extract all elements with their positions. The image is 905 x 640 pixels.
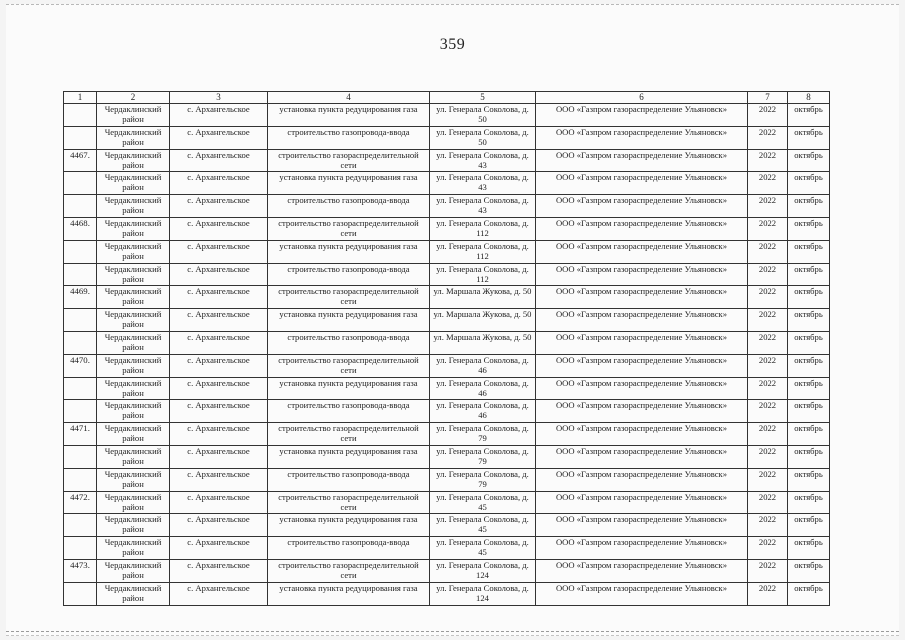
month-cell: октябрь [788, 491, 830, 514]
month-cell: октябрь [788, 377, 830, 400]
year-cell: 2022 [748, 172, 788, 195]
district-cell: Чердаклинский район [97, 559, 170, 582]
row-number: 4470. [64, 354, 97, 377]
month-cell: октябрь [788, 286, 830, 309]
district-cell: Чердаклинский район [97, 582, 170, 605]
year-cell: 2022 [748, 354, 788, 377]
district-cell: Чердаклинский район [97, 354, 170, 377]
work-type-cell: строительство газораспределительной сети [268, 423, 430, 446]
work-type-cell: строительство газопровода-ввода [268, 400, 430, 423]
table-row [64, 445, 830, 468]
organization-cell: ООО «Газпром газораспределение Ульяновск» [536, 149, 748, 172]
page-number: 359 [439, 36, 466, 53]
year-cell: 2022 [748, 377, 788, 400]
district-cell: Чердаклинский район [97, 400, 170, 423]
row-number [64, 445, 97, 468]
address-cell: ул. Генерала Соколова, д. 43 [430, 195, 536, 218]
address-cell: ул. Генерала Соколова, д. 45 [430, 514, 536, 537]
work-type-cell: строительство газораспределительной сети [268, 491, 430, 514]
column-header: 4 [268, 92, 430, 104]
year-cell: 2022 [748, 195, 788, 218]
organization-cell: ООО «Газпром газораспределение Ульяновск» [536, 286, 748, 309]
district-cell: Чердаклинский район [97, 445, 170, 468]
year-cell: 2022 [748, 423, 788, 446]
column-header: 7 [748, 92, 788, 104]
work-type-cell: установка пункта редуцирования газа [268, 104, 430, 127]
row-number: 4468. [64, 217, 97, 240]
month-cell: октябрь [788, 559, 830, 582]
table-row [64, 514, 830, 537]
work-type-cell: строительство газопровода-ввода [268, 126, 430, 149]
table-row [64, 423, 830, 446]
month-cell: октябрь [788, 423, 830, 446]
district-cell: Чердаклинский район [97, 240, 170, 263]
row-number [64, 104, 97, 127]
village-cell: с. Архангельское [170, 172, 268, 195]
table-row [64, 537, 830, 560]
work-type-cell: установка пункта редуцирования газа [268, 240, 430, 263]
month-cell: октябрь [788, 354, 830, 377]
village-cell: с. Архангельское [170, 537, 268, 560]
table-row [64, 217, 830, 240]
row-number [64, 514, 97, 537]
table-row [64, 559, 830, 582]
work-type-cell: установка пункта редуцирования газа [268, 377, 430, 400]
district-cell: Чердаклинский район [97, 286, 170, 309]
district-cell: Чердаклинский район [97, 514, 170, 537]
district-cell: Чердаклинский район [97, 423, 170, 446]
village-cell: с. Архангельское [170, 491, 268, 514]
work-type-cell: установка пункта редуцирования газа [268, 582, 430, 605]
month-cell: октябрь [788, 309, 830, 332]
year-cell: 2022 [748, 126, 788, 149]
work-type-cell: строительство газопровода-ввода [268, 263, 430, 286]
organization-cell: ООО «Газпром газораспределение Ульяновск» [536, 423, 748, 446]
work-type-cell: строительство газораспределительной сети [268, 149, 430, 172]
organization-cell: ООО «Газпром газораспределение Ульяновск» [536, 491, 748, 514]
address-cell: ул. Генерала Соколова, д. 79 [430, 468, 536, 491]
row-number [64, 377, 97, 400]
address-cell: ул. Генерала Соколова, д. 79 [430, 445, 536, 468]
district-cell: Чердаклинский район [97, 331, 170, 354]
row-number [64, 400, 97, 423]
organization-cell: ООО «Газпром газораспределение Ульяновск» [536, 263, 748, 286]
row-number: 4473. [64, 559, 97, 582]
village-cell: с. Архангельское [170, 104, 268, 127]
organization-cell: ООО «Газпром газораспределение Ульяновск» [536, 309, 748, 332]
address-cell: ул. Генерала Соколова, д. 46 [430, 400, 536, 423]
row-number [64, 582, 97, 605]
table-header-row [64, 92, 830, 104]
village-cell: с. Архангельское [170, 400, 268, 423]
month-cell: октябрь [788, 149, 830, 172]
table-row [64, 468, 830, 491]
row-number: 4471. [64, 423, 97, 446]
village-cell: с. Архангельское [170, 377, 268, 400]
year-cell: 2022 [748, 240, 788, 263]
address-cell: ул. Генерала Соколова, д. 46 [430, 354, 536, 377]
row-number [64, 331, 97, 354]
register-table [63, 91, 830, 606]
district-cell: Чердаклинский район [97, 172, 170, 195]
village-cell: с. Архангельское [170, 309, 268, 332]
organization-cell: ООО «Газпром газораспределение Ульяновск» [536, 468, 748, 491]
year-cell: 2022 [748, 286, 788, 309]
row-number [64, 309, 97, 332]
village-cell: с. Архангельское [170, 445, 268, 468]
year-cell: 2022 [748, 104, 788, 127]
village-cell: с. Архангельское [170, 559, 268, 582]
village-cell: с. Архангельское [170, 331, 268, 354]
table-body [64, 104, 830, 606]
district-cell: Чердаклинский район [97, 537, 170, 560]
year-cell: 2022 [748, 514, 788, 537]
table-row [64, 354, 830, 377]
address-cell: ул. Маршала Жукова, д. 50 [430, 309, 536, 332]
row-number: 4469. [64, 286, 97, 309]
work-type-cell: установка пункта редуцирования газа [268, 445, 430, 468]
organization-cell: ООО «Газпром газораспределение Ульяновск» [536, 354, 748, 377]
work-type-cell: строительство газопровода-ввода [268, 331, 430, 354]
address-cell: ул. Генерала Соколова, д. 50 [430, 126, 536, 149]
month-cell: октябрь [788, 172, 830, 195]
village-cell: с. Архангельское [170, 149, 268, 172]
month-cell: октябрь [788, 582, 830, 605]
organization-cell: ООО «Газпром газораспределение Ульяновск» [536, 104, 748, 127]
column-header: 6 [536, 92, 748, 104]
table-row [64, 126, 830, 149]
address-cell: ул. Генерала Соколова, д. 45 [430, 537, 536, 560]
address-cell: ул. Генерала Соколова, д. 112 [430, 217, 536, 240]
row-number: 4472. [64, 491, 97, 514]
row-number [64, 172, 97, 195]
table-row [64, 149, 830, 172]
district-cell: Чердаклинский район [97, 126, 170, 149]
row-number: 4467. [64, 149, 97, 172]
month-cell: октябрь [788, 217, 830, 240]
month-cell: октябрь [788, 331, 830, 354]
organization-cell: ООО «Газпром газораспределение Ульяновск» [536, 445, 748, 468]
row-number [64, 240, 97, 263]
work-type-cell: строительство газораспределительной сети [268, 354, 430, 377]
organization-cell: ООО «Газпром газораспределение Ульяновск» [536, 582, 748, 605]
column-header: 3 [170, 92, 268, 104]
organization-cell: ООО «Газпром газораспределение Ульяновск» [536, 377, 748, 400]
address-cell: ул. Генерала Соколова, д. 112 [430, 240, 536, 263]
row-number [64, 263, 97, 286]
table-row [64, 309, 830, 332]
row-number [64, 195, 97, 218]
organization-cell: ООО «Газпром газораспределение Ульяновск» [536, 514, 748, 537]
table-row [64, 377, 830, 400]
work-type-cell: строительство газораспределительной сети [268, 559, 430, 582]
month-cell: октябрь [788, 468, 830, 491]
work-type-cell: строительство газораспределительной сети [268, 217, 430, 240]
month-cell: октябрь [788, 195, 830, 218]
table-row [64, 286, 830, 309]
year-cell: 2022 [748, 149, 788, 172]
organization-cell: ООО «Газпром газораспределение Ульяновск» [536, 240, 748, 263]
address-cell: ул. Маршала Жукова, д. 50 [430, 331, 536, 354]
month-cell: октябрь [788, 514, 830, 537]
district-cell: Чердаклинский район [97, 309, 170, 332]
year-cell: 2022 [748, 445, 788, 468]
village-cell: с. Архангельское [170, 423, 268, 446]
address-cell: ул. Маршала Жукова, д. 50 [430, 286, 536, 309]
work-type-cell: строительство газопровода-ввода [268, 195, 430, 218]
village-cell: с. Архангельское [170, 240, 268, 263]
organization-cell: ООО «Газпром газораспределение Ульяновск» [536, 126, 748, 149]
year-cell: 2022 [748, 309, 788, 332]
village-cell: с. Архангельское [170, 217, 268, 240]
row-number [64, 126, 97, 149]
year-cell: 2022 [748, 263, 788, 286]
column-header: 1 [64, 92, 97, 104]
month-cell: октябрь [788, 240, 830, 263]
address-cell: ул. Генерала Соколова, д. 112 [430, 263, 536, 286]
year-cell: 2022 [748, 537, 788, 560]
district-cell: Чердаклинский район [97, 149, 170, 172]
address-cell: ул. Генерала Соколова, д. 45 [430, 491, 536, 514]
table-row [64, 263, 830, 286]
organization-cell: ООО «Газпром газораспределение Ульяновск» [536, 331, 748, 354]
village-cell: с. Архангельское [170, 354, 268, 377]
month-cell: октябрь [788, 445, 830, 468]
address-cell: ул. Генерала Соколова, д. 124 [430, 582, 536, 605]
village-cell: с. Архангельское [170, 195, 268, 218]
year-cell: 2022 [748, 331, 788, 354]
work-type-cell: установка пункта редуцирования газа [268, 172, 430, 195]
year-cell: 2022 [748, 400, 788, 423]
month-cell: октябрь [788, 400, 830, 423]
address-cell: ул. Генерала Соколова, д. 50 [430, 104, 536, 127]
village-cell: с. Архангельское [170, 263, 268, 286]
district-cell: Чердаклинский район [97, 217, 170, 240]
district-cell: Чердаклинский район [97, 491, 170, 514]
district-cell: Чердаклинский район [97, 263, 170, 286]
village-cell: с. Архангельское [170, 582, 268, 605]
month-cell: октябрь [788, 263, 830, 286]
address-cell: ул. Генерала Соколова, д. 124 [430, 559, 536, 582]
work-type-cell: установка пункта редуцирования газа [268, 309, 430, 332]
village-cell: с. Архангельское [170, 126, 268, 149]
organization-cell: ООО «Газпром газораспределение Ульяновск» [536, 217, 748, 240]
year-cell: 2022 [748, 491, 788, 514]
work-type-cell: строительство газопровода-ввода [268, 468, 430, 491]
table-row [64, 172, 830, 195]
work-type-cell: строительство газораспределительной сети [268, 286, 430, 309]
year-cell: 2022 [748, 559, 788, 582]
column-header: 2 [97, 92, 170, 104]
village-cell: с. Архангельское [170, 514, 268, 537]
address-cell: ул. Генерала Соколова, д. 43 [430, 172, 536, 195]
village-cell: с. Архангельское [170, 286, 268, 309]
organization-cell: ООО «Газпром газораспределение Ульяновск» [536, 559, 748, 582]
organization-cell: ООО «Газпром газораспределение Ульяновск» [536, 537, 748, 560]
table-row [64, 104, 830, 127]
organization-cell: ООО «Газпром газораспределение Ульяновск» [536, 195, 748, 218]
district-cell: Чердаклинский район [97, 377, 170, 400]
address-cell: ул. Генерала Соколова, д. 79 [430, 423, 536, 446]
district-cell: Чердаклинский район [97, 104, 170, 127]
month-cell: октябрь [788, 537, 830, 560]
table-row [64, 491, 830, 514]
column-header: 8 [788, 92, 830, 104]
district-cell: Чердаклинский район [97, 468, 170, 491]
year-cell: 2022 [748, 468, 788, 491]
village-cell: с. Архангельское [170, 468, 268, 491]
month-cell: октябрь [788, 126, 830, 149]
year-cell: 2022 [748, 582, 788, 605]
month-cell: октябрь [788, 104, 830, 127]
column-header: 5 [430, 92, 536, 104]
organization-cell: ООО «Газпром газораспределение Ульяновск» [536, 400, 748, 423]
table-row [64, 331, 830, 354]
table-row [64, 582, 830, 605]
district-cell: Чердаклинский район [97, 195, 170, 218]
organization-cell: ООО «Газпром газораспределение Ульяновск» [536, 172, 748, 195]
work-type-cell: строительство газопровода-ввода [268, 537, 430, 560]
table-row [64, 400, 830, 423]
table-row [64, 240, 830, 263]
address-cell: ул. Генерала Соколова, д. 46 [430, 377, 536, 400]
row-number [64, 468, 97, 491]
work-type-cell: установка пункта редуцирования газа [268, 514, 430, 537]
table-row [64, 195, 830, 218]
year-cell: 2022 [748, 217, 788, 240]
address-cell: ул. Генерала Соколова, д. 43 [430, 149, 536, 172]
row-number [64, 537, 97, 560]
page-bottom-edge [6, 631, 899, 632]
